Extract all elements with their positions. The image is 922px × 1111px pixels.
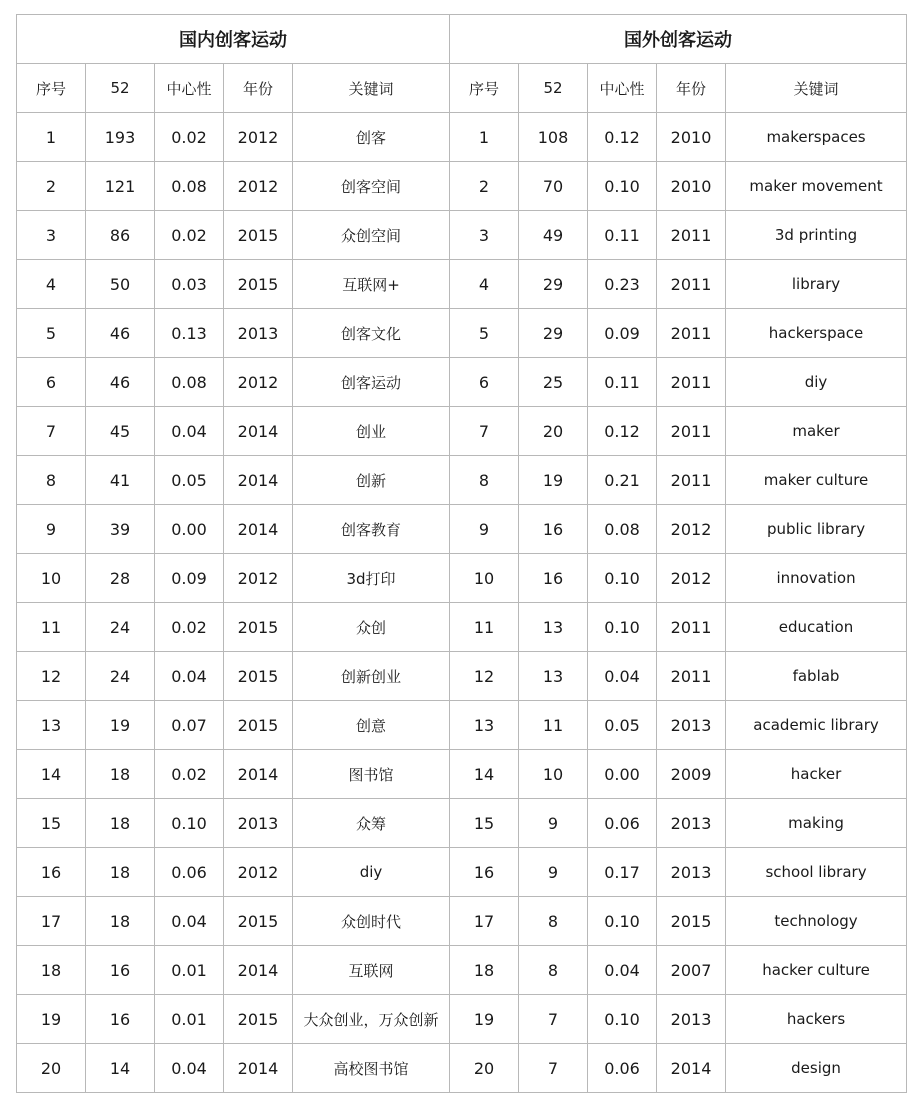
cell-year: 2012 — [224, 358, 293, 407]
cell-index: 7 — [17, 407, 86, 456]
cell-index: 3 — [450, 211, 519, 260]
cell-year: 2011 — [657, 652, 726, 701]
cell-frequency: 193 — [86, 113, 155, 162]
col-header-index: 序号 — [17, 64, 86, 113]
cell-year: 2015 — [224, 995, 293, 1044]
cell-keyword: design — [726, 1044, 907, 1093]
cell-frequency: 29 — [519, 260, 588, 309]
cell-year: 2012 — [657, 554, 726, 603]
cell-year: 2015 — [224, 603, 293, 652]
cell-centrality: 0.03 — [155, 260, 224, 309]
cell-frequency: 18 — [86, 848, 155, 897]
cell-frequency: 50 — [86, 260, 155, 309]
col-header-centrality: 中心性 — [155, 64, 224, 113]
cell-keyword: 创新创业 — [293, 652, 450, 701]
cell-index: 20 — [450, 1044, 519, 1093]
cell-index: 9 — [17, 505, 86, 554]
cell-frequency: 18 — [86, 799, 155, 848]
cell-year: 2013 — [224, 799, 293, 848]
cell-year: 2015 — [224, 211, 293, 260]
cell-centrality: 0.02 — [155, 750, 224, 799]
cell-centrality: 0.05 — [588, 701, 657, 750]
cell-centrality: 0.00 — [588, 750, 657, 799]
cell-keyword: 创客 — [293, 113, 450, 162]
cell-centrality: 0.10 — [155, 799, 224, 848]
keyword-comparison-table — [16, 14, 907, 1093]
cell-keyword: 互联网 — [293, 946, 450, 995]
cell-centrality: 0.17 — [588, 848, 657, 897]
cell-centrality: 0.10 — [588, 897, 657, 946]
cell-frequency: 9 — [519, 799, 588, 848]
cell-centrality: 0.09 — [155, 554, 224, 603]
cell-index: 13 — [450, 701, 519, 750]
cell-year: 2011 — [657, 211, 726, 260]
cell-frequency: 70 — [519, 162, 588, 211]
cell-centrality: 0.10 — [588, 162, 657, 211]
cell-year: 2013 — [657, 848, 726, 897]
cell-index: 11 — [17, 603, 86, 652]
cell-index: 20 — [17, 1044, 86, 1093]
cell-keyword: diy — [293, 848, 450, 897]
cell-centrality: 0.09 — [588, 309, 657, 358]
cell-centrality: 0.06 — [588, 1044, 657, 1093]
cell-index: 5 — [450, 309, 519, 358]
cell-year: 2011 — [657, 309, 726, 358]
cell-centrality: 0.04 — [155, 652, 224, 701]
cell-keyword: makerspaces — [726, 113, 907, 162]
cell-centrality: 0.10 — [588, 554, 657, 603]
cell-year: 2010 — [657, 162, 726, 211]
cell-frequency: 18 — [86, 750, 155, 799]
table-row — [17, 897, 907, 946]
cell-year: 2012 — [224, 848, 293, 897]
cell-year: 2011 — [657, 603, 726, 652]
cell-frequency: 9 — [519, 848, 588, 897]
cell-centrality: 0.01 — [155, 946, 224, 995]
cell-centrality: 0.00 — [155, 505, 224, 554]
cell-year: 2015 — [224, 260, 293, 309]
cell-frequency: 8 — [519, 897, 588, 946]
cell-frequency: 7 — [519, 1044, 588, 1093]
cell-year: 2014 — [224, 1044, 293, 1093]
cell-index: 2 — [450, 162, 519, 211]
cell-index: 14 — [17, 750, 86, 799]
cell-centrality: 0.04 — [155, 1044, 224, 1093]
cell-index: 13 — [17, 701, 86, 750]
cell-keyword: maker — [726, 407, 907, 456]
cell-index: 17 — [17, 897, 86, 946]
cell-keyword: hackers — [726, 995, 907, 1044]
cell-centrality: 0.02 — [155, 211, 224, 260]
cell-year: 2012 — [224, 113, 293, 162]
cell-year: 2013 — [657, 701, 726, 750]
cell-keyword: 大众创业，万众创新 — [293, 995, 450, 1044]
cell-frequency: 108 — [519, 113, 588, 162]
cell-keyword: 创客运动 — [293, 358, 450, 407]
table-row — [17, 799, 907, 848]
cell-frequency: 86 — [86, 211, 155, 260]
cell-centrality: 0.21 — [588, 456, 657, 505]
cell-year: 2011 — [657, 358, 726, 407]
col-header-index: 序号 — [450, 64, 519, 113]
table-row — [17, 407, 907, 456]
cell-frequency: 19 — [86, 701, 155, 750]
cell-index: 1 — [450, 113, 519, 162]
cell-index: 18 — [17, 946, 86, 995]
cell-centrality: 0.04 — [155, 897, 224, 946]
cell-index: 6 — [17, 358, 86, 407]
cell-centrality: 0.12 — [588, 407, 657, 456]
cell-centrality: 0.06 — [588, 799, 657, 848]
cell-keyword: diy — [726, 358, 907, 407]
cell-keyword: innovation — [726, 554, 907, 603]
cell-centrality: 0.11 — [588, 211, 657, 260]
table-row — [17, 946, 907, 995]
table-row — [17, 309, 907, 358]
cell-frequency: 46 — [86, 309, 155, 358]
cell-keyword: school library — [726, 848, 907, 897]
cell-keyword: 创业 — [293, 407, 450, 456]
cell-centrality: 0.08 — [155, 358, 224, 407]
cell-frequency: 20 — [519, 407, 588, 456]
cell-keyword: maker movement — [726, 162, 907, 211]
cell-year: 2011 — [657, 260, 726, 309]
column-header-row — [17, 64, 907, 113]
cell-year: 2009 — [657, 750, 726, 799]
cell-keyword: technology — [726, 897, 907, 946]
cell-frequency: 28 — [86, 554, 155, 603]
cell-centrality: 0.23 — [588, 260, 657, 309]
cell-year: 2007 — [657, 946, 726, 995]
cell-keyword: 3d printing — [726, 211, 907, 260]
cell-index: 17 — [450, 897, 519, 946]
cell-index: 5 — [17, 309, 86, 358]
keyword-table-container — [16, 14, 907, 1093]
cell-frequency: 10 — [519, 750, 588, 799]
cell-keyword: 创新 — [293, 456, 450, 505]
table-body — [17, 113, 907, 1093]
cell-frequency: 24 — [86, 652, 155, 701]
cell-frequency: 11 — [519, 701, 588, 750]
cell-year: 2013 — [657, 799, 726, 848]
cell-centrality: 0.08 — [155, 162, 224, 211]
cell-keyword: 创客空间 — [293, 162, 450, 211]
cell-frequency: 13 — [519, 652, 588, 701]
cell-frequency: 13 — [519, 603, 588, 652]
group-header-row — [17, 15, 907, 64]
cell-frequency: 16 — [86, 995, 155, 1044]
cell-centrality: 0.08 — [588, 505, 657, 554]
cell-index: 8 — [450, 456, 519, 505]
cell-index: 12 — [450, 652, 519, 701]
col-header-year: 年份 — [657, 64, 726, 113]
table-row — [17, 848, 907, 897]
cell-keyword: maker culture — [726, 456, 907, 505]
cell-index: 16 — [17, 848, 86, 897]
cell-frequency: 18 — [86, 897, 155, 946]
cell-keyword: 高校图书馆 — [293, 1044, 450, 1093]
cell-keyword: hacker culture — [726, 946, 907, 995]
cell-keyword: hackerspace — [726, 309, 907, 358]
domestic-group-title: 国内创客运动 — [17, 15, 450, 64]
cell-keyword: library — [726, 260, 907, 309]
table-row — [17, 162, 907, 211]
cell-year: 2015 — [224, 897, 293, 946]
cell-index: 19 — [17, 995, 86, 1044]
cell-keyword: 创客文化 — [293, 309, 450, 358]
cell-centrality: 0.06 — [155, 848, 224, 897]
cell-keyword: hacker — [726, 750, 907, 799]
cell-frequency: 29 — [519, 309, 588, 358]
table-row — [17, 603, 907, 652]
cell-index: 15 — [17, 799, 86, 848]
col-header-frequency: 52 — [519, 64, 588, 113]
cell-index: 10 — [450, 554, 519, 603]
cell-frequency: 24 — [86, 603, 155, 652]
cell-centrality: 0.10 — [588, 995, 657, 1044]
cell-centrality: 0.01 — [155, 995, 224, 1044]
cell-frequency: 16 — [519, 505, 588, 554]
col-header-centrality: 中心性 — [588, 64, 657, 113]
cell-year: 2012 — [224, 162, 293, 211]
table-row — [17, 260, 907, 309]
cell-index: 12 — [17, 652, 86, 701]
cell-index: 16 — [450, 848, 519, 897]
cell-frequency: 41 — [86, 456, 155, 505]
cell-year: 2015 — [657, 897, 726, 946]
table-row — [17, 211, 907, 260]
cell-index: 4 — [17, 260, 86, 309]
cell-frequency: 49 — [519, 211, 588, 260]
cell-year: 2011 — [657, 456, 726, 505]
cell-year: 2015 — [224, 701, 293, 750]
cell-keyword: fablab — [726, 652, 907, 701]
cell-keyword: 图书馆 — [293, 750, 450, 799]
table-row — [17, 358, 907, 407]
table-row — [17, 113, 907, 162]
cell-centrality: 0.02 — [155, 603, 224, 652]
cell-keyword: 互联网+ — [293, 260, 450, 309]
col-header-keyword: 关键词 — [726, 64, 907, 113]
cell-centrality: 0.04 — [155, 407, 224, 456]
cell-index: 10 — [17, 554, 86, 603]
table-row — [17, 995, 907, 1044]
col-header-keyword: 关键词 — [293, 64, 450, 113]
cell-year: 2012 — [657, 505, 726, 554]
cell-year: 2014 — [224, 505, 293, 554]
cell-year: 2013 — [657, 995, 726, 1044]
cell-year: 2014 — [224, 407, 293, 456]
cell-year: 2014 — [224, 750, 293, 799]
cell-centrality: 0.07 — [155, 701, 224, 750]
cell-frequency: 39 — [86, 505, 155, 554]
cell-centrality: 0.04 — [588, 946, 657, 995]
table-row — [17, 652, 907, 701]
cell-year: 2014 — [224, 456, 293, 505]
col-header-frequency: 52 — [86, 64, 155, 113]
cell-centrality: 0.13 — [155, 309, 224, 358]
cell-keyword: 众创空间 — [293, 211, 450, 260]
cell-frequency: 8 — [519, 946, 588, 995]
cell-year: 2011 — [657, 407, 726, 456]
cell-index: 18 — [450, 946, 519, 995]
cell-index: 15 — [450, 799, 519, 848]
cell-keyword: 众筹 — [293, 799, 450, 848]
cell-frequency: 7 — [519, 995, 588, 1044]
cell-centrality: 0.04 — [588, 652, 657, 701]
table-row — [17, 750, 907, 799]
table-row — [17, 505, 907, 554]
cell-frequency: 16 — [519, 554, 588, 603]
table-row — [17, 701, 907, 750]
cell-keyword: 创意 — [293, 701, 450, 750]
cell-centrality: 0.05 — [155, 456, 224, 505]
cell-centrality: 0.11 — [588, 358, 657, 407]
cell-index: 7 — [450, 407, 519, 456]
cell-keyword: 创客教育 — [293, 505, 450, 554]
table-row — [17, 554, 907, 603]
cell-year: 2012 — [224, 554, 293, 603]
cell-keyword: education — [726, 603, 907, 652]
cell-frequency: 46 — [86, 358, 155, 407]
cell-index: 11 — [450, 603, 519, 652]
cell-year: 2015 — [224, 652, 293, 701]
cell-year: 2010 — [657, 113, 726, 162]
cell-frequency: 45 — [86, 407, 155, 456]
cell-frequency: 16 — [86, 946, 155, 995]
cell-year: 2014 — [657, 1044, 726, 1093]
cell-index: 19 — [450, 995, 519, 1044]
cell-index: 2 — [17, 162, 86, 211]
table-row — [17, 456, 907, 505]
cell-index: 6 — [450, 358, 519, 407]
cell-index: 14 — [450, 750, 519, 799]
cell-frequency: 19 — [519, 456, 588, 505]
cell-year: 2013 — [224, 309, 293, 358]
cell-keyword: making — [726, 799, 907, 848]
cell-frequency: 25 — [519, 358, 588, 407]
cell-index: 9 — [450, 505, 519, 554]
cell-keyword: 3d打印 — [293, 554, 450, 603]
cell-keyword: 众创 — [293, 603, 450, 652]
cell-frequency: 121 — [86, 162, 155, 211]
cell-frequency: 14 — [86, 1044, 155, 1093]
cell-keyword: public library — [726, 505, 907, 554]
cell-keyword: academic library — [726, 701, 907, 750]
cell-index: 3 — [17, 211, 86, 260]
cell-index: 1 — [17, 113, 86, 162]
cell-keyword: 众创时代 — [293, 897, 450, 946]
table-row — [17, 1044, 907, 1093]
cell-index: 8 — [17, 456, 86, 505]
cell-index: 4 — [450, 260, 519, 309]
cell-centrality: 0.12 — [588, 113, 657, 162]
foreign-group-title: 国外创客运动 — [450, 15, 907, 64]
col-header-year: 年份 — [224, 64, 293, 113]
cell-centrality: 0.02 — [155, 113, 224, 162]
cell-year: 2014 — [224, 946, 293, 995]
cell-centrality: 0.10 — [588, 603, 657, 652]
